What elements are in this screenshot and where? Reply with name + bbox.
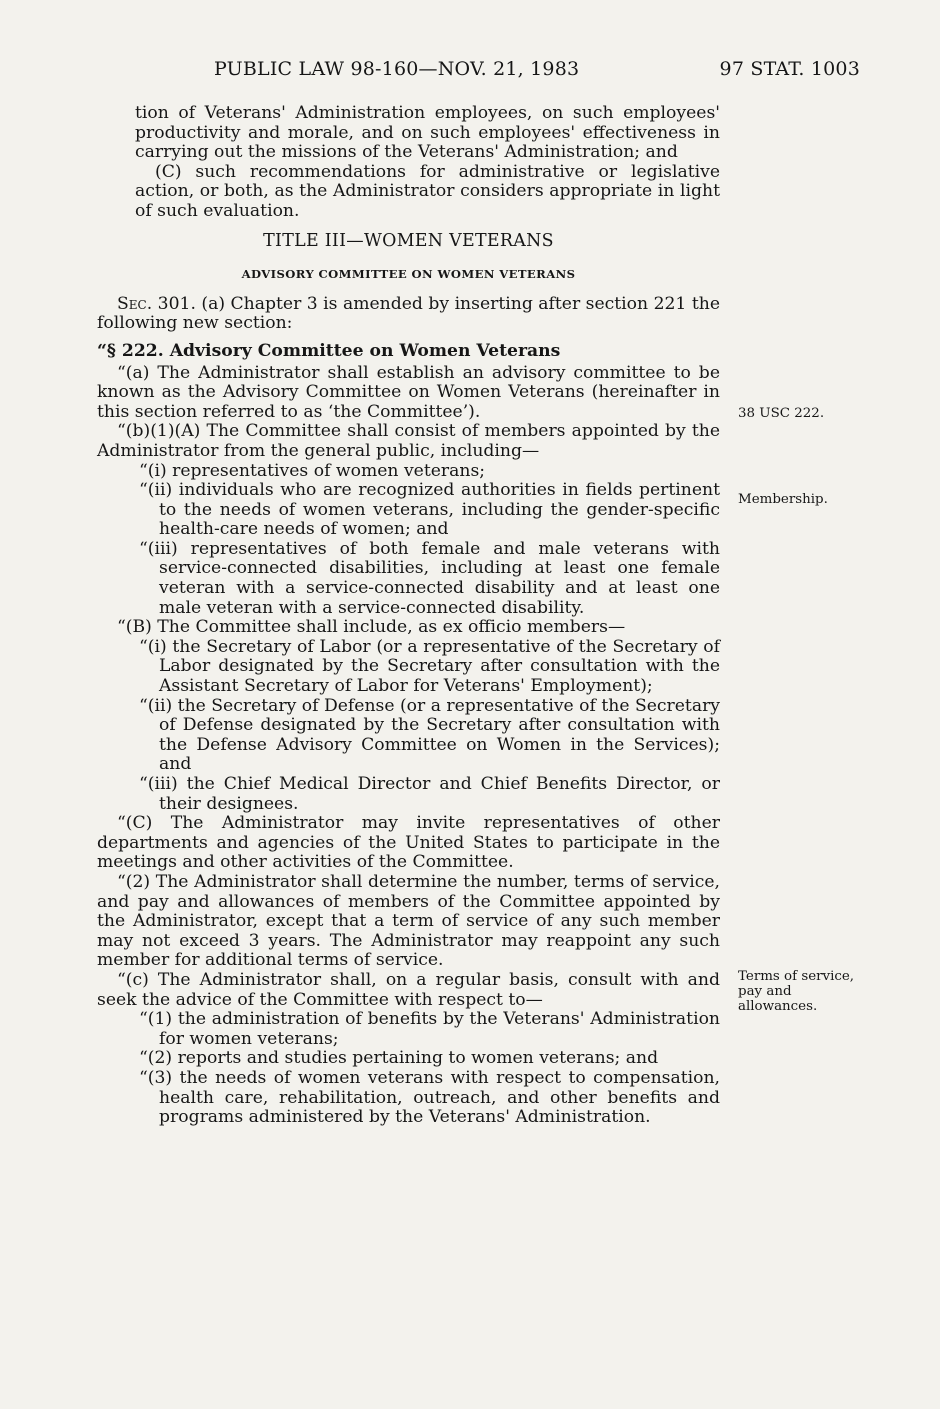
- header-title: PUBLIC LAW 98-160—NOV. 21, 1983: [214, 58, 580, 80]
- page-header: [96, 58, 864, 92]
- header-stat-page: 97 STAT. 1003: [719, 58, 860, 80]
- clause-c2: “(2) reports and studies pertaining to women veterans; and: [139, 1048, 659, 1069]
- section-301: [97, 295, 720, 334]
- subsection-b2: “(2) The Administrator shall determine the number, terms of service, and pay and allowances of members of the Committee appointed by the Administrator, except that a term of service of any such member may not exceed 3 years. The Administrator may reappoint any such member for additional terms of service.: [97, 871, 720, 971]
- subsection-b1A: “(b)(1)(A) The Committee shall consist of members appointed by the Administrator from the general public, including—: [97, 421, 720, 461]
- sec-301-text: 301. (a) Chapter 3 is amended by inserting after section 221 the following new section:: [97, 293, 720, 334]
- clause-b1B-i: “(i) the Secretary of Labor (or a representative of the Secretary of Labor designated by the Secretary after consultation with the Assistant Secretary of Labor for Veterans' Employment);: [139, 636, 720, 697]
- subsection-b1B: “(B) The Committee shall include, as ex officio members—: [117, 617, 626, 638]
- clause-b1B-ii: “(ii) the Secretary of Defense (or a representative of the Secretary of Defense designated by the Secretary after consultation with the Defense Advisory Committee on Women in the Services); and: [139, 695, 720, 775]
- title-heading: TITLE III—WOMEN VETERANS: [263, 230, 554, 251]
- subsection-a: “(a) The Administrator shall establish an advisory committee to be known as the Advisory Committee on Women Veterans (hereinafter in this section referred to as ‘the Committee’).: [97, 362, 720, 422]
- clause-b1A-i: “(i) representatives of women veterans;: [139, 460, 486, 481]
- clause-c3: “(3) the needs of women veterans with respect to compensation, health care, rehabilitation, outreach, and other benefits and programs administered by the Veterans' Administration.: [139, 1067, 720, 1128]
- section-heading: “§ 222. Advisory Committee on Women Veterans: [97, 340, 561, 361]
- margin-note-membership: Membership.: [738, 492, 828, 507]
- paragraph-continuation: tion of Veterans' Administration employees, on such employees' productivity and morale, and on such employees' effectiveness in carrying out the missions of the Veterans' Administration; and: [135, 103, 720, 163]
- sec-label: Sec.: [117, 293, 153, 314]
- margin-note-usc: 38 USC 222.: [738, 406, 825, 421]
- clause-b1A-ii: “(ii) individuals who are recognized authorities in fields pertinent to the needs of women veterans, including the gender-specific health-care needs of women; and: [139, 480, 720, 540]
- clause-b1A-iii: “(iii) representatives of both female and male veterans with service-connected disabilities, including at least one female veteran with a service-connected disability and at least one male veteran with a service-connected disability.: [139, 538, 720, 618]
- subtitle-heading: ADVISORY COMMITTEE ON WOMEN VETERANS: [241, 267, 576, 282]
- clause-c1: “(1) the administration of benefits by the Veterans' Administration for women veterans;: [139, 1009, 720, 1049]
- subsection-c: “(c) The Administrator shall, on a regular basis, consult with and seek the advice of the Committee with respect to—: [97, 969, 720, 1010]
- document-body: [97, 104, 720, 1128]
- paragraph-clause-c: (C) such recommendations for administrative or legislative action, or both, as the Administrator considers appropriate in light of such evaluation.: [135, 161, 720, 221]
- clause-b1B-iii: “(iii) the Chief Medical Director and Chief Benefits Director, or their designees.: [139, 774, 720, 814]
- margin-note-terms: Terms of service, pay and allowances.: [738, 969, 855, 1014]
- subsection-b1C: “(C) The Administrator may invite representatives of other departments and agencies of the United States to participate in the meetings and other activities of the Committee.: [97, 813, 720, 873]
